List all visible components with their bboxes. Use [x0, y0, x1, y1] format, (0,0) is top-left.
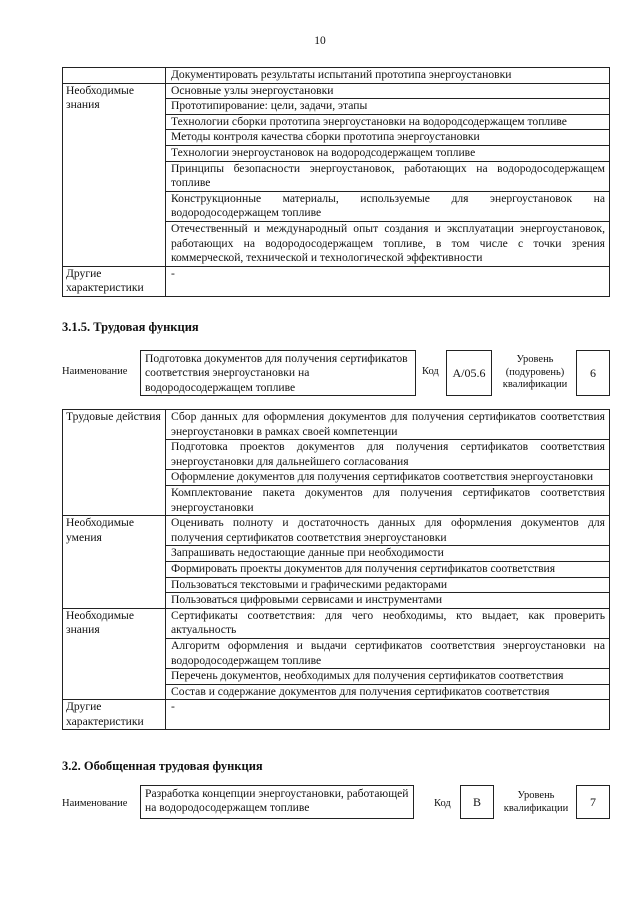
row-label: Другие характеристики — [63, 700, 166, 730]
row-item: Сертификаты соответствия: для чего необходимы, кто выдает, как проверить актуальность — [166, 608, 610, 638]
row-item: - — [166, 700, 610, 730]
table-row — [63, 266, 610, 296]
function-name-box: Подготовка документов для получения сертификатов соответствия энергоустановки на водородосодержащем топливе — [140, 350, 416, 396]
row-label: Необходимые знания — [63, 608, 166, 700]
row-label: Необходимые знания — [63, 83, 166, 266]
competency-table-continued — [62, 67, 610, 297]
table-row — [63, 700, 610, 730]
level-label: Уровень (подуровень) квалификации — [502, 354, 568, 390]
level-value-box: 7 — [576, 785, 610, 819]
table-row — [63, 516, 610, 546]
row-label: Другие характеристики — [63, 266, 166, 296]
code-value-box: A/05.6 — [446, 350, 492, 396]
code-label: Код — [434, 798, 451, 809]
row-item: Комплектование пакета документов для получения сертификатов соответствия энергоустановки — [166, 485, 610, 515]
row-item: Подготовка проектов документов для получения сертификатов соответствия энергоустановки для дальнейшего согласования — [166, 440, 610, 470]
page-number: 10 — [314, 35, 326, 47]
level-value-box: 6 — [576, 350, 610, 396]
level-label: Уровень квалификации — [503, 790, 569, 814]
row-label: Необходимые умения — [63, 516, 166, 609]
row-item: Технологии энергоустановок на водородсодержащем топливе — [166, 145, 610, 161]
section-315-title: 3.1.5. Трудовая функция — [62, 320, 199, 334]
row-item: Состав и содержание документов для получения сертификатов соответствия — [166, 684, 610, 700]
row-item: Оформление документов для получения сертификатов соответствия энергоустановки — [166, 470, 610, 486]
row-item: Пользоваться текстовыми и графическими редакторами — [166, 577, 610, 593]
name-label: Наименование — [62, 366, 128, 377]
section-32-title: 3.2. Обобщенная трудовая функция — [62, 759, 263, 773]
row-item: Формировать проекты документов для получения сертификатов соответствия — [166, 561, 610, 577]
table-row — [63, 608, 610, 638]
row-item: Перечень документов, необходимых для получения сертификатов соответствия — [166, 669, 610, 685]
row-item: Запрашивать недостающие данные при необходимости — [166, 546, 610, 562]
row-item: Пользоваться цифровыми сервисами и инструментами — [166, 593, 610, 609]
generalized-function-name-box: Разработка концепции энергоустановки, работающей на водородосодержащем топливе — [140, 785, 414, 819]
row-item: - — [166, 266, 610, 296]
row-item: Технологии сборки прототипа энергоустановки на водородсодержащем топливе — [166, 114, 610, 130]
code-label: Код — [422, 366, 439, 377]
row-item: Конструкционные материалы, используемые для энергоустановок на водородосодержащем топливе — [166, 191, 610, 221]
row-item: Оценивать полноту и достаточность данных для оформления документов для получения сертификатов соответствия энергоустановки — [166, 516, 610, 546]
row-item: Сбор данных для оформления документов для получения сертификатов соответствия энергоустановки в рамках своей компетенции — [166, 410, 610, 440]
table-row — [63, 83, 610, 99]
table-row — [63, 68, 610, 84]
row-item: Алгоритм оформления и выдачи сертификатов соответствия энергоустановки на водородосодержащем топливе — [166, 638, 610, 668]
row-item: Методы контроля качества сборки прототипа энергоустановки — [166, 130, 610, 146]
row-label: Трудовые действия — [63, 410, 166, 516]
row-item: Отечественный и международный опыт создания и эксплуатации энергоустановок, работающих на водородосодержащем топливе, в том числе с точки зрения коммерческой, технической и технологической эффективности — [166, 221, 610, 266]
code-value-box: B — [460, 785, 494, 819]
row-label — [63, 68, 166, 84]
table-row — [63, 410, 610, 440]
row-item: Основные узлы энергоустановки — [166, 83, 610, 99]
name-label: Наименование — [62, 798, 128, 809]
labor-function-table — [62, 409, 610, 730]
row-item: Принципы безопасности энергоустановок, работающих на водородосодержащем топливе — [166, 161, 610, 191]
row-item: Прототипирование: цели, задачи, этапы — [166, 99, 610, 115]
row-item: Документировать результаты испытаний прототипа энергоустановки — [166, 68, 610, 84]
